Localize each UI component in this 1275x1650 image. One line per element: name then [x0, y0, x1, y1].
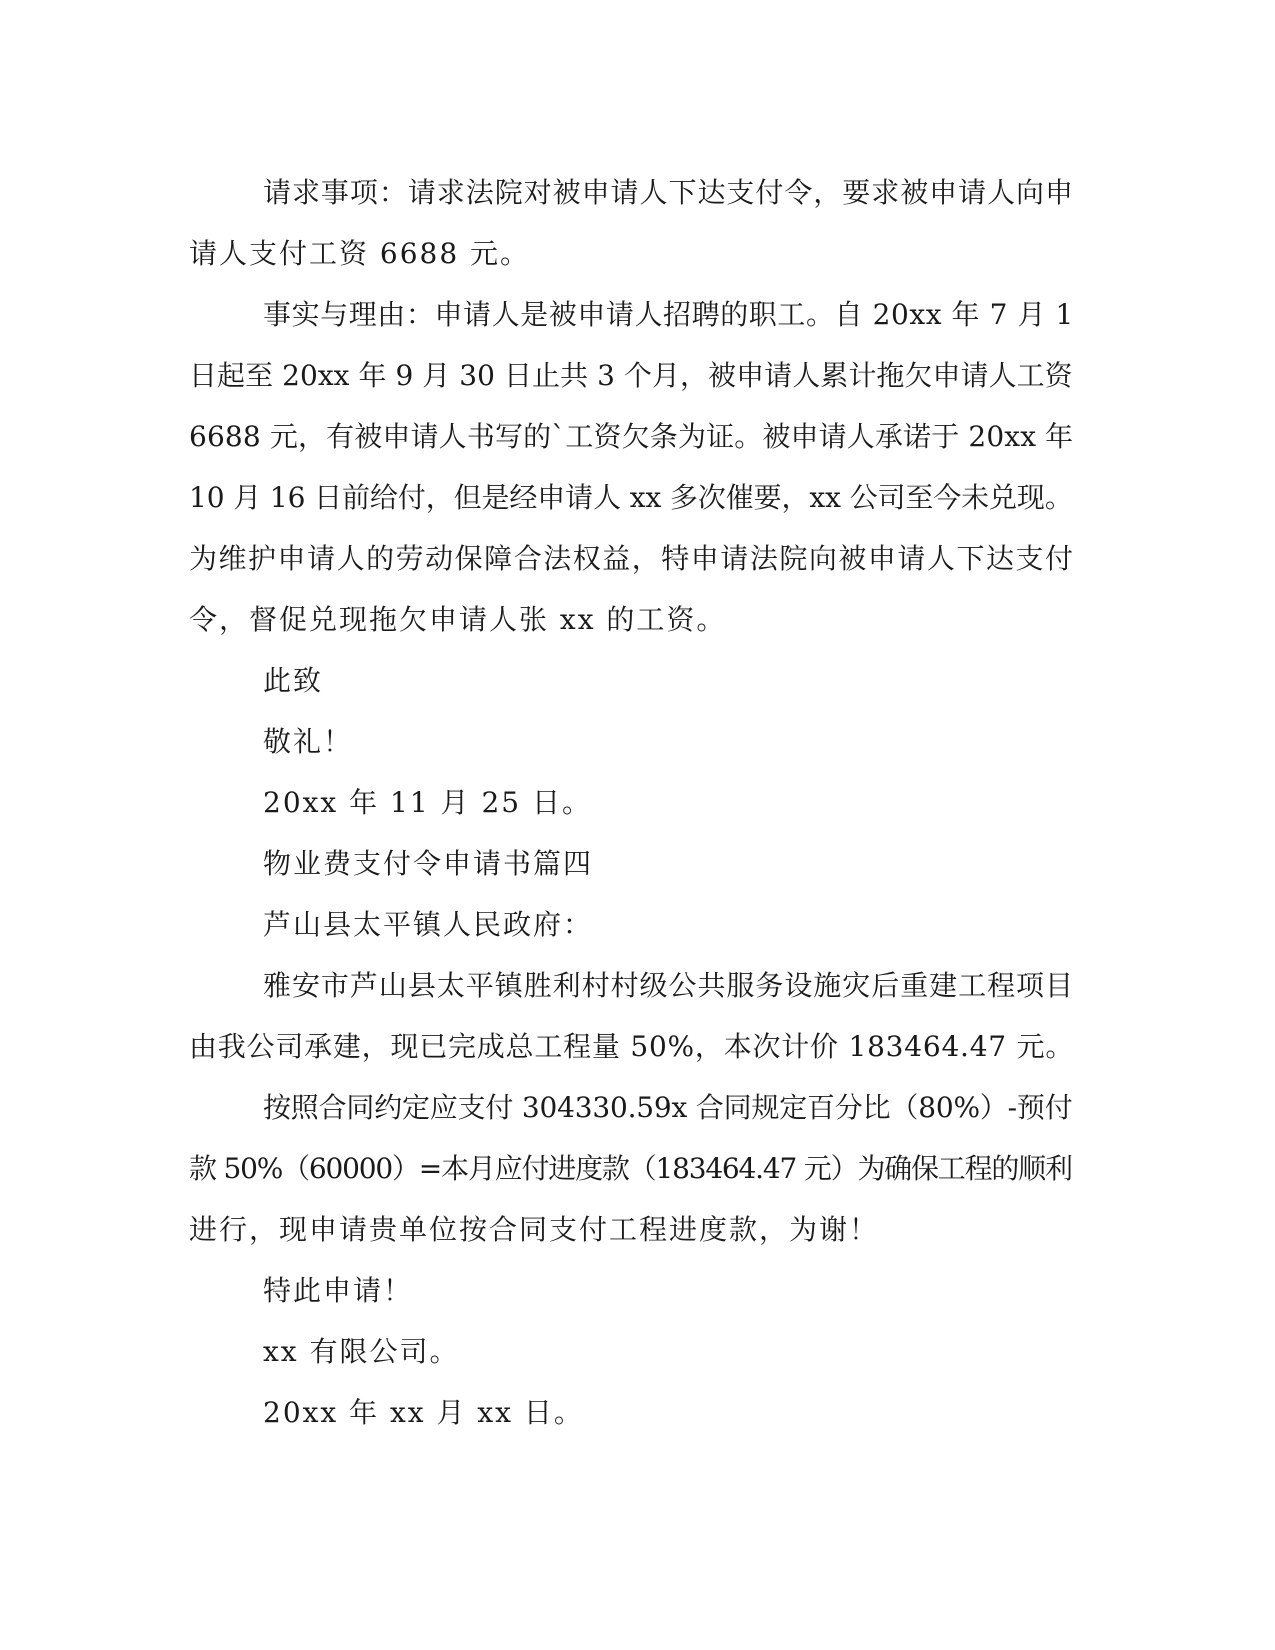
text-line: 日起至 20xx 年 9 月 30 日止共 3 个月，被申请人累计拖欠申请人工资 — [189, 359, 1073, 392]
date-line — [189, 772, 1075, 833]
text-line: 款 50%（60000）=本月应付进度款（183464.47 元）为确保工程的顺利 — [189, 1152, 1072, 1185]
text-line: 进行，现申请贵单位按合同支付工程进度款，为谢！ — [189, 1213, 880, 1246]
text-line: 6688 元，有被申请人书写的`工资欠条为证。被申请人承诺于 20xx 年 — [189, 420, 1074, 453]
text-line: 20xx 年 11 月 25 日。 — [263, 786, 592, 819]
text-line: xx 有限公司。 — [263, 1335, 460, 1368]
text-line: 特此申请！ — [263, 1274, 414, 1307]
text-line: 此致 — [263, 664, 324, 697]
text-line: 由我公司承建，现已完成总工程量 50%，本次计价 183464.47 元。 — [189, 1030, 1075, 1063]
text-line: 敬礼！ — [263, 725, 354, 758]
text-line: 雅安市芦山县太平镇胜利村村级公共服务设施灾后重建工程项目 — [263, 969, 1074, 1002]
text-line: 20xx 年 xx 月 xx 日。 — [263, 1396, 584, 1429]
facts-reasons-paragraph — [189, 284, 1075, 650]
text-line: 事实与理由：申请人是被申请人招聘的职工。自 20xx 年 7 月 1 — [263, 298, 1074, 331]
salutation-line-2 — [189, 711, 1075, 772]
salutation-line-1 — [189, 650, 1075, 711]
signature-date — [189, 1382, 1075, 1443]
request-items-paragraph — [189, 162, 1075, 284]
section-title — [189, 833, 1075, 894]
company-signature — [189, 1321, 1075, 1382]
text-line: 令，督促兑现拖欠申请人张 xx 的工资。 — [189, 603, 727, 636]
text-line: 芦山县太平镇人民政府： — [263, 908, 594, 941]
text-line: 物业费支付令申请书篇四 — [263, 847, 594, 880]
text-line: 请求事项：请求法院对被申请人下达支付令，要求被申请人向申 — [263, 176, 1074, 209]
text-line: 10 月 16 日前给付，但是经申请人 xx 多次催要，xx 公司至今未兑现。 — [189, 481, 1073, 514]
closing-line — [189, 1260, 1075, 1321]
text-line: 请人支付工资 6688 元。 — [189, 237, 531, 270]
project-description-paragraph — [189, 955, 1075, 1077]
document-body — [189, 162, 1075, 1443]
text-line: 为维护申请人的劳动保障合法权益，特申请法院向被申请人下达支付 — [189, 542, 1075, 575]
payment-calculation-paragraph — [189, 1077, 1075, 1260]
text-line: 按照合同约定应支付 304330.59x 合同规定百分比（80%）-预付 — [263, 1091, 1073, 1124]
addressee-line — [189, 894, 1075, 955]
